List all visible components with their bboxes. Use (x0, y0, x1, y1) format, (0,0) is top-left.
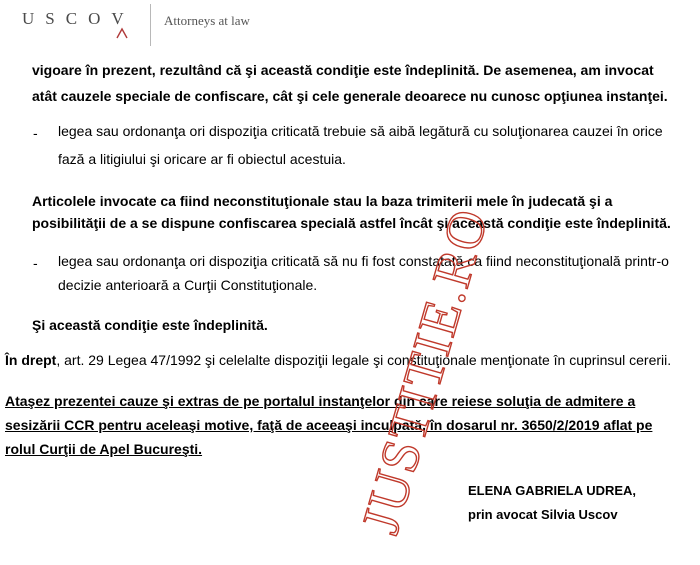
firm-tagline: Attorneys at law (164, 13, 250, 28)
bullet-2-line-1: legea sau ordonanţa ori dispoziţia criticată să nu fi fost constatată ca fiind neconstituţională printr-o (58, 253, 669, 269)
letterhead (0, 0, 700, 52)
paragraph-1-line-1: vigoare în prezent, rezultând că şi această condiţie este îndeplinită. De asemenea, am invocat (32, 62, 654, 78)
legal-basis-label: În drept (5, 352, 57, 368)
paragraph-2-line-1: Articolele invocate ca fiind neconstituţionale stau la baza trimiterii mele în judecată şi a (32, 193, 613, 209)
paragraph-2-line-2: posibilităţii de a se dispune confiscarea specială astfel încât şi această condiţie este îndeplinită. (32, 215, 671, 231)
legal-basis-text: , art. 29 Legea 47/1992 şi celelalte dispoziţii legale şi constituţionale menţionate în cuprinsul cererii. (56, 352, 672, 368)
legal-basis-paragraph (5, 346, 671, 375)
bullet-2-line-2: decizie anterioară a Curţii Constituţionale. (58, 277, 318, 293)
signature-by-lawyer: prin avocat Silvia Uscov (468, 507, 618, 522)
header-divider (150, 4, 151, 46)
firm-logo: USCOV (22, 9, 135, 28)
watermark-text: JUSTITIE.RO (349, 201, 500, 541)
attachment-line-1: Ataşez prezentei cauze şi extras de pe portalul instanţelor din care reiese soluţia de admitere a (5, 393, 636, 409)
attachment-line-2: sesizării CCR pentru aceleaşi motive, faţă de aceeaşi inculpată, în dosarul nr. 3650/2/2019 aflat pe (5, 417, 653, 433)
bullet-1-line-1: legea sau ordonanţa ori dispoziţia criticată trebuie să aibă legătură cu soluţionarea cauzei în orice (58, 123, 663, 139)
bullet-1-line-2: fază a litigiului şi oricare ar fi obiectul acestuia. (58, 151, 346, 167)
bullet-1-dash: - (33, 125, 38, 141)
logo-caret-icon (115, 26, 129, 40)
bullet-2-dash: - (33, 255, 38, 271)
attachment-line-3: rolul Curţii de Apel Bucureşti. (5, 441, 203, 457)
paragraph-3: Şi această condiţie este îndeplinită. (32, 317, 268, 333)
paragraph-1-line-2: atât cauzele speciale de confiscare, cât şi cele generale deoarece nu cunosc opţiunea instanţei. (32, 88, 668, 104)
signature-name: ELENA GABRIELA UDREA, (468, 483, 637, 498)
